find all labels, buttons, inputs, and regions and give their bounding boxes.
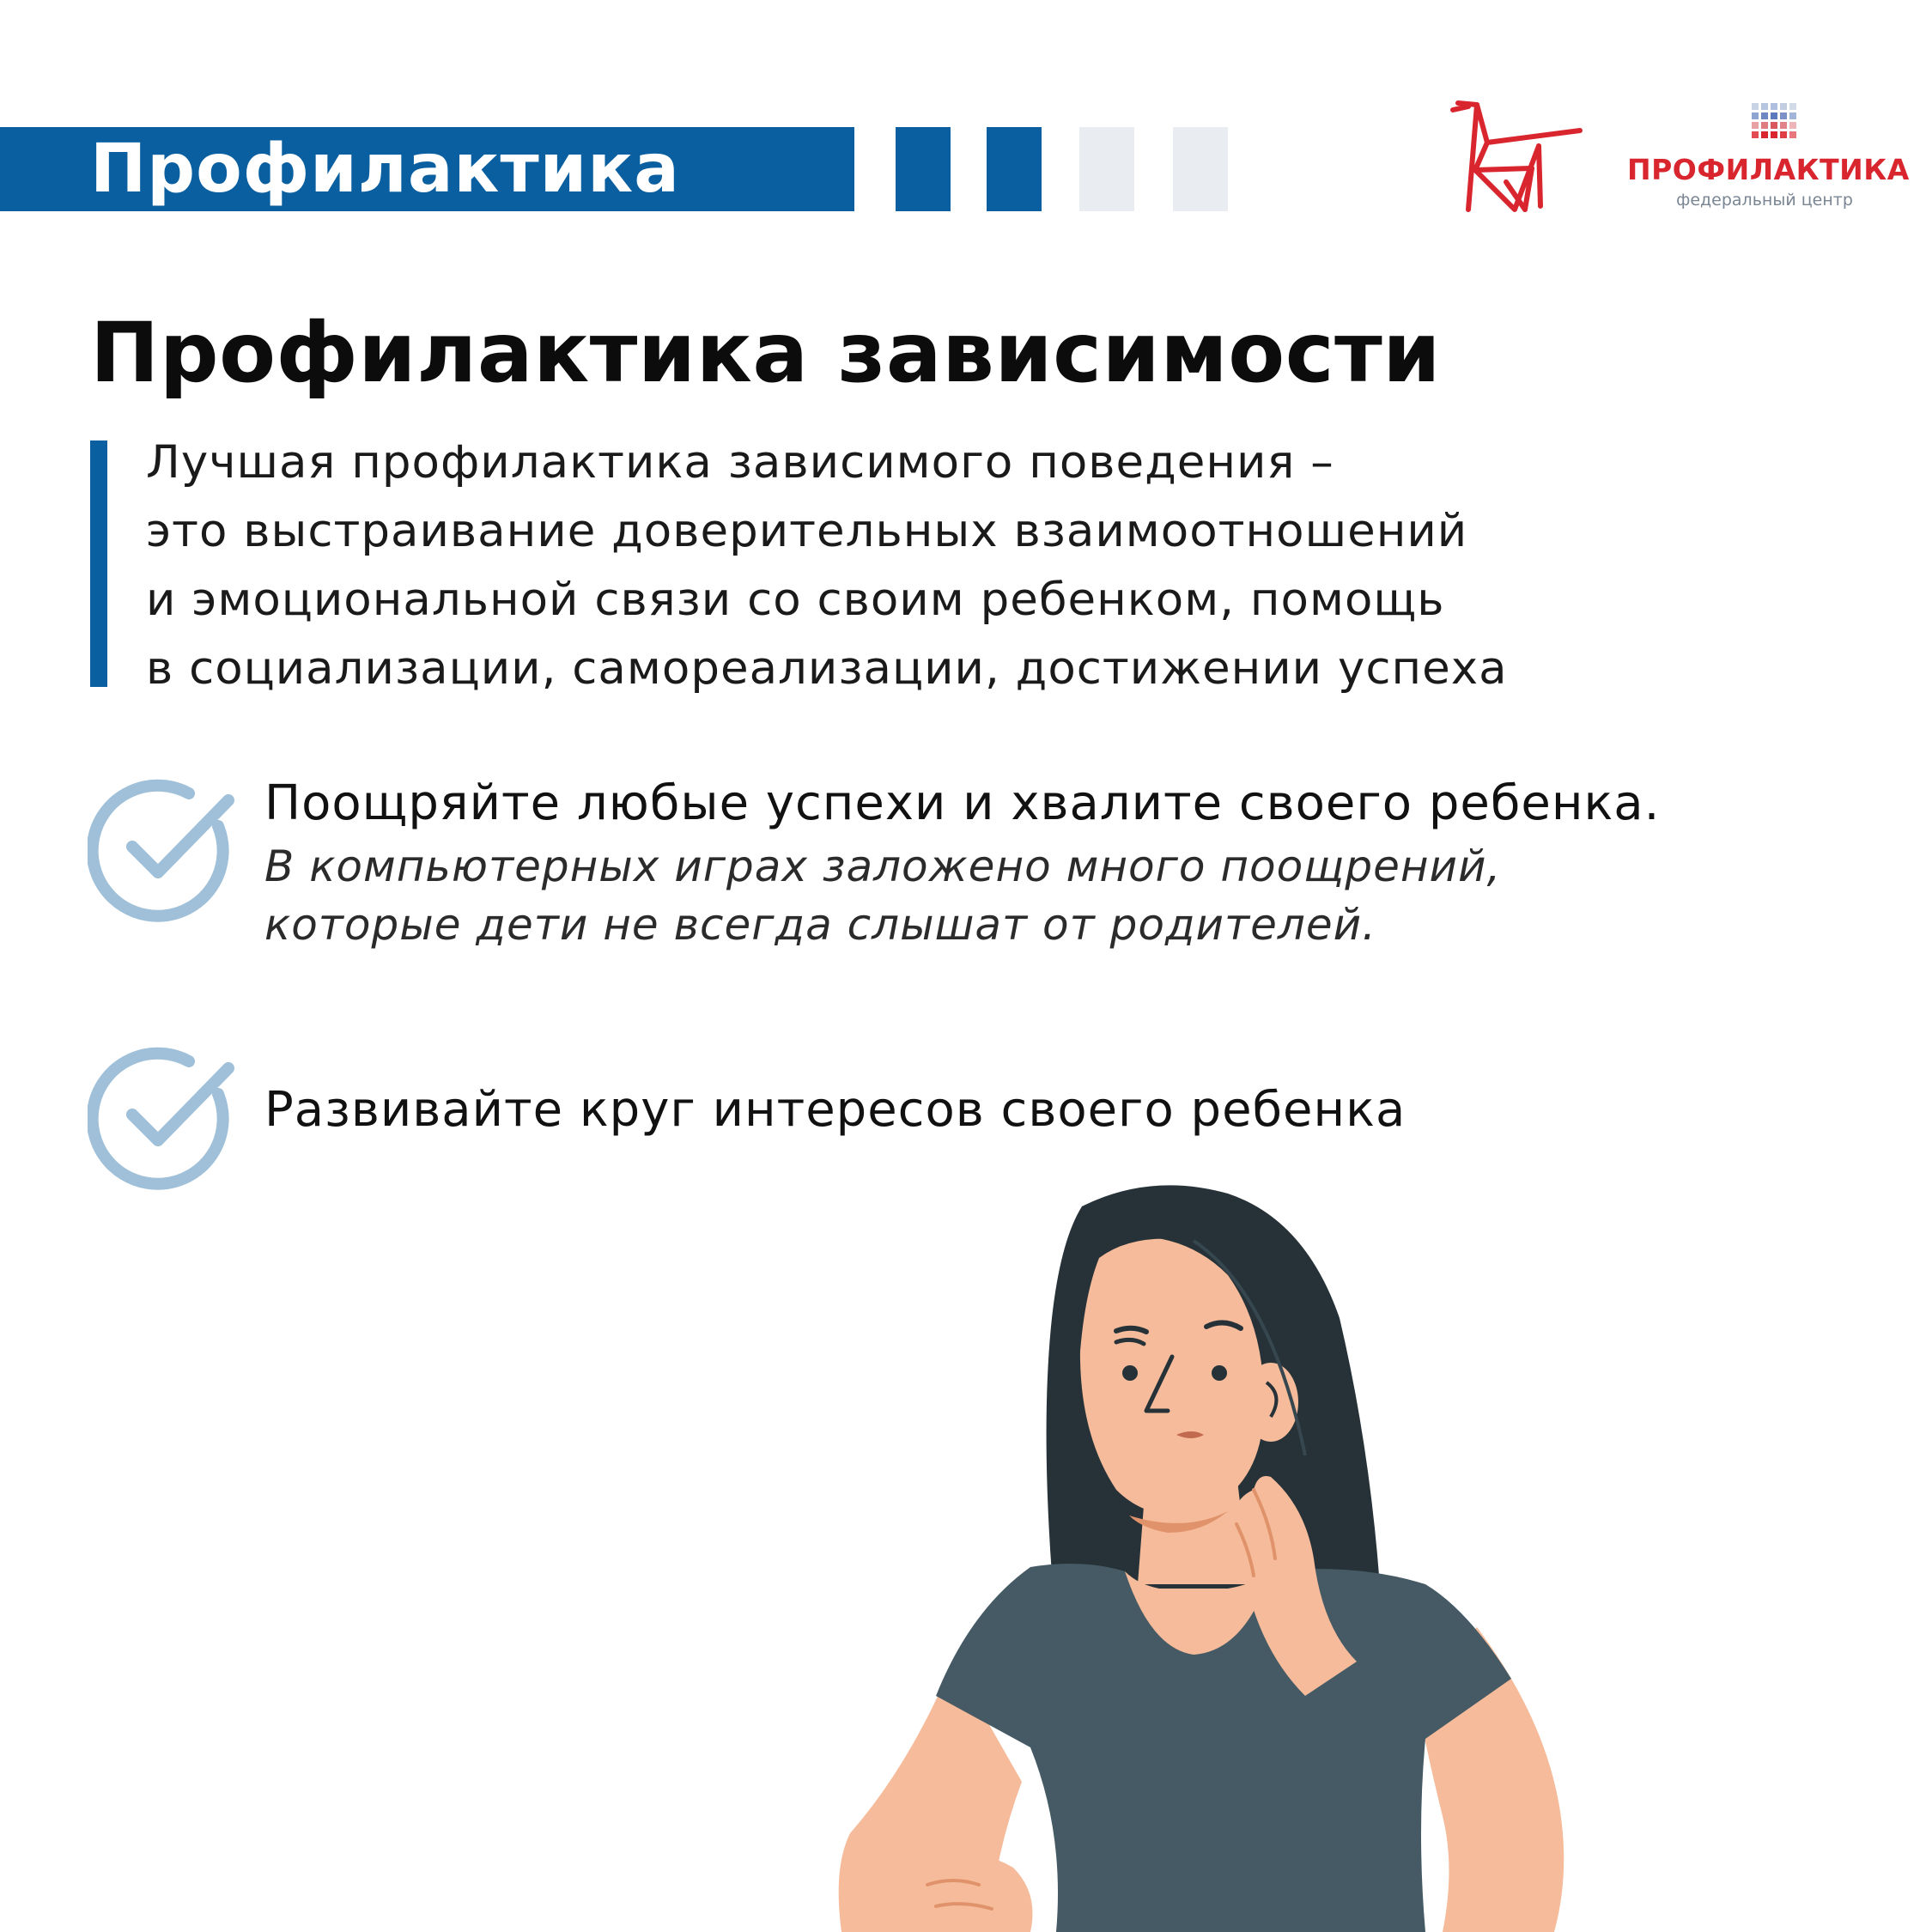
quote-line: в социализации, самореализации, достижении успеха <box>146 642 1508 695</box>
decor-square-4 <box>1173 127 1228 211</box>
quote-line: это выстраивание доверительных взаимоотношений <box>146 505 1468 557</box>
tip-1-note-line: В компьютерных играх заложено много поощрений, <box>264 841 1502 891</box>
tip-1-note <box>264 837 1501 954</box>
decor-square-3 <box>1079 127 1134 211</box>
decor-square-1 <box>896 127 951 211</box>
tip-2-text: Развивайте круг интересов своего ребенка <box>264 1082 1406 1138</box>
decor-square-2 <box>987 127 1042 211</box>
mosaic-logo-icon <box>1752 103 1796 146</box>
check-circle-icon <box>88 776 235 924</box>
header-title: Профилактика <box>90 131 680 208</box>
quote-line: Лучшая профилактика зависимого поведения – <box>146 436 1334 489</box>
center-logo-subtitle: федеральный центр <box>1676 191 1853 210</box>
check-circle-icon <box>88 1044 235 1192</box>
quote-text <box>146 428 1820 703</box>
chair-logo <box>1443 96 1597 216</box>
quote-line: и эмоциональной связи со своим ребенком, помощь <box>146 574 1445 626</box>
tip-1-note-line: которые дети не всегда слышат от родителей. <box>264 900 1377 950</box>
thinking-woman-illustration <box>824 1181 1631 1932</box>
center-logo-name: ПРОФИЛАКТИКА <box>1627 153 1910 186</box>
tip-1-text: Поощряйте любые успехи и хвалите своего ребенка. <box>264 775 1661 831</box>
quote-accent-bar <box>90 440 107 687</box>
page-title: Профилактика зависимости <box>90 305 1442 401</box>
